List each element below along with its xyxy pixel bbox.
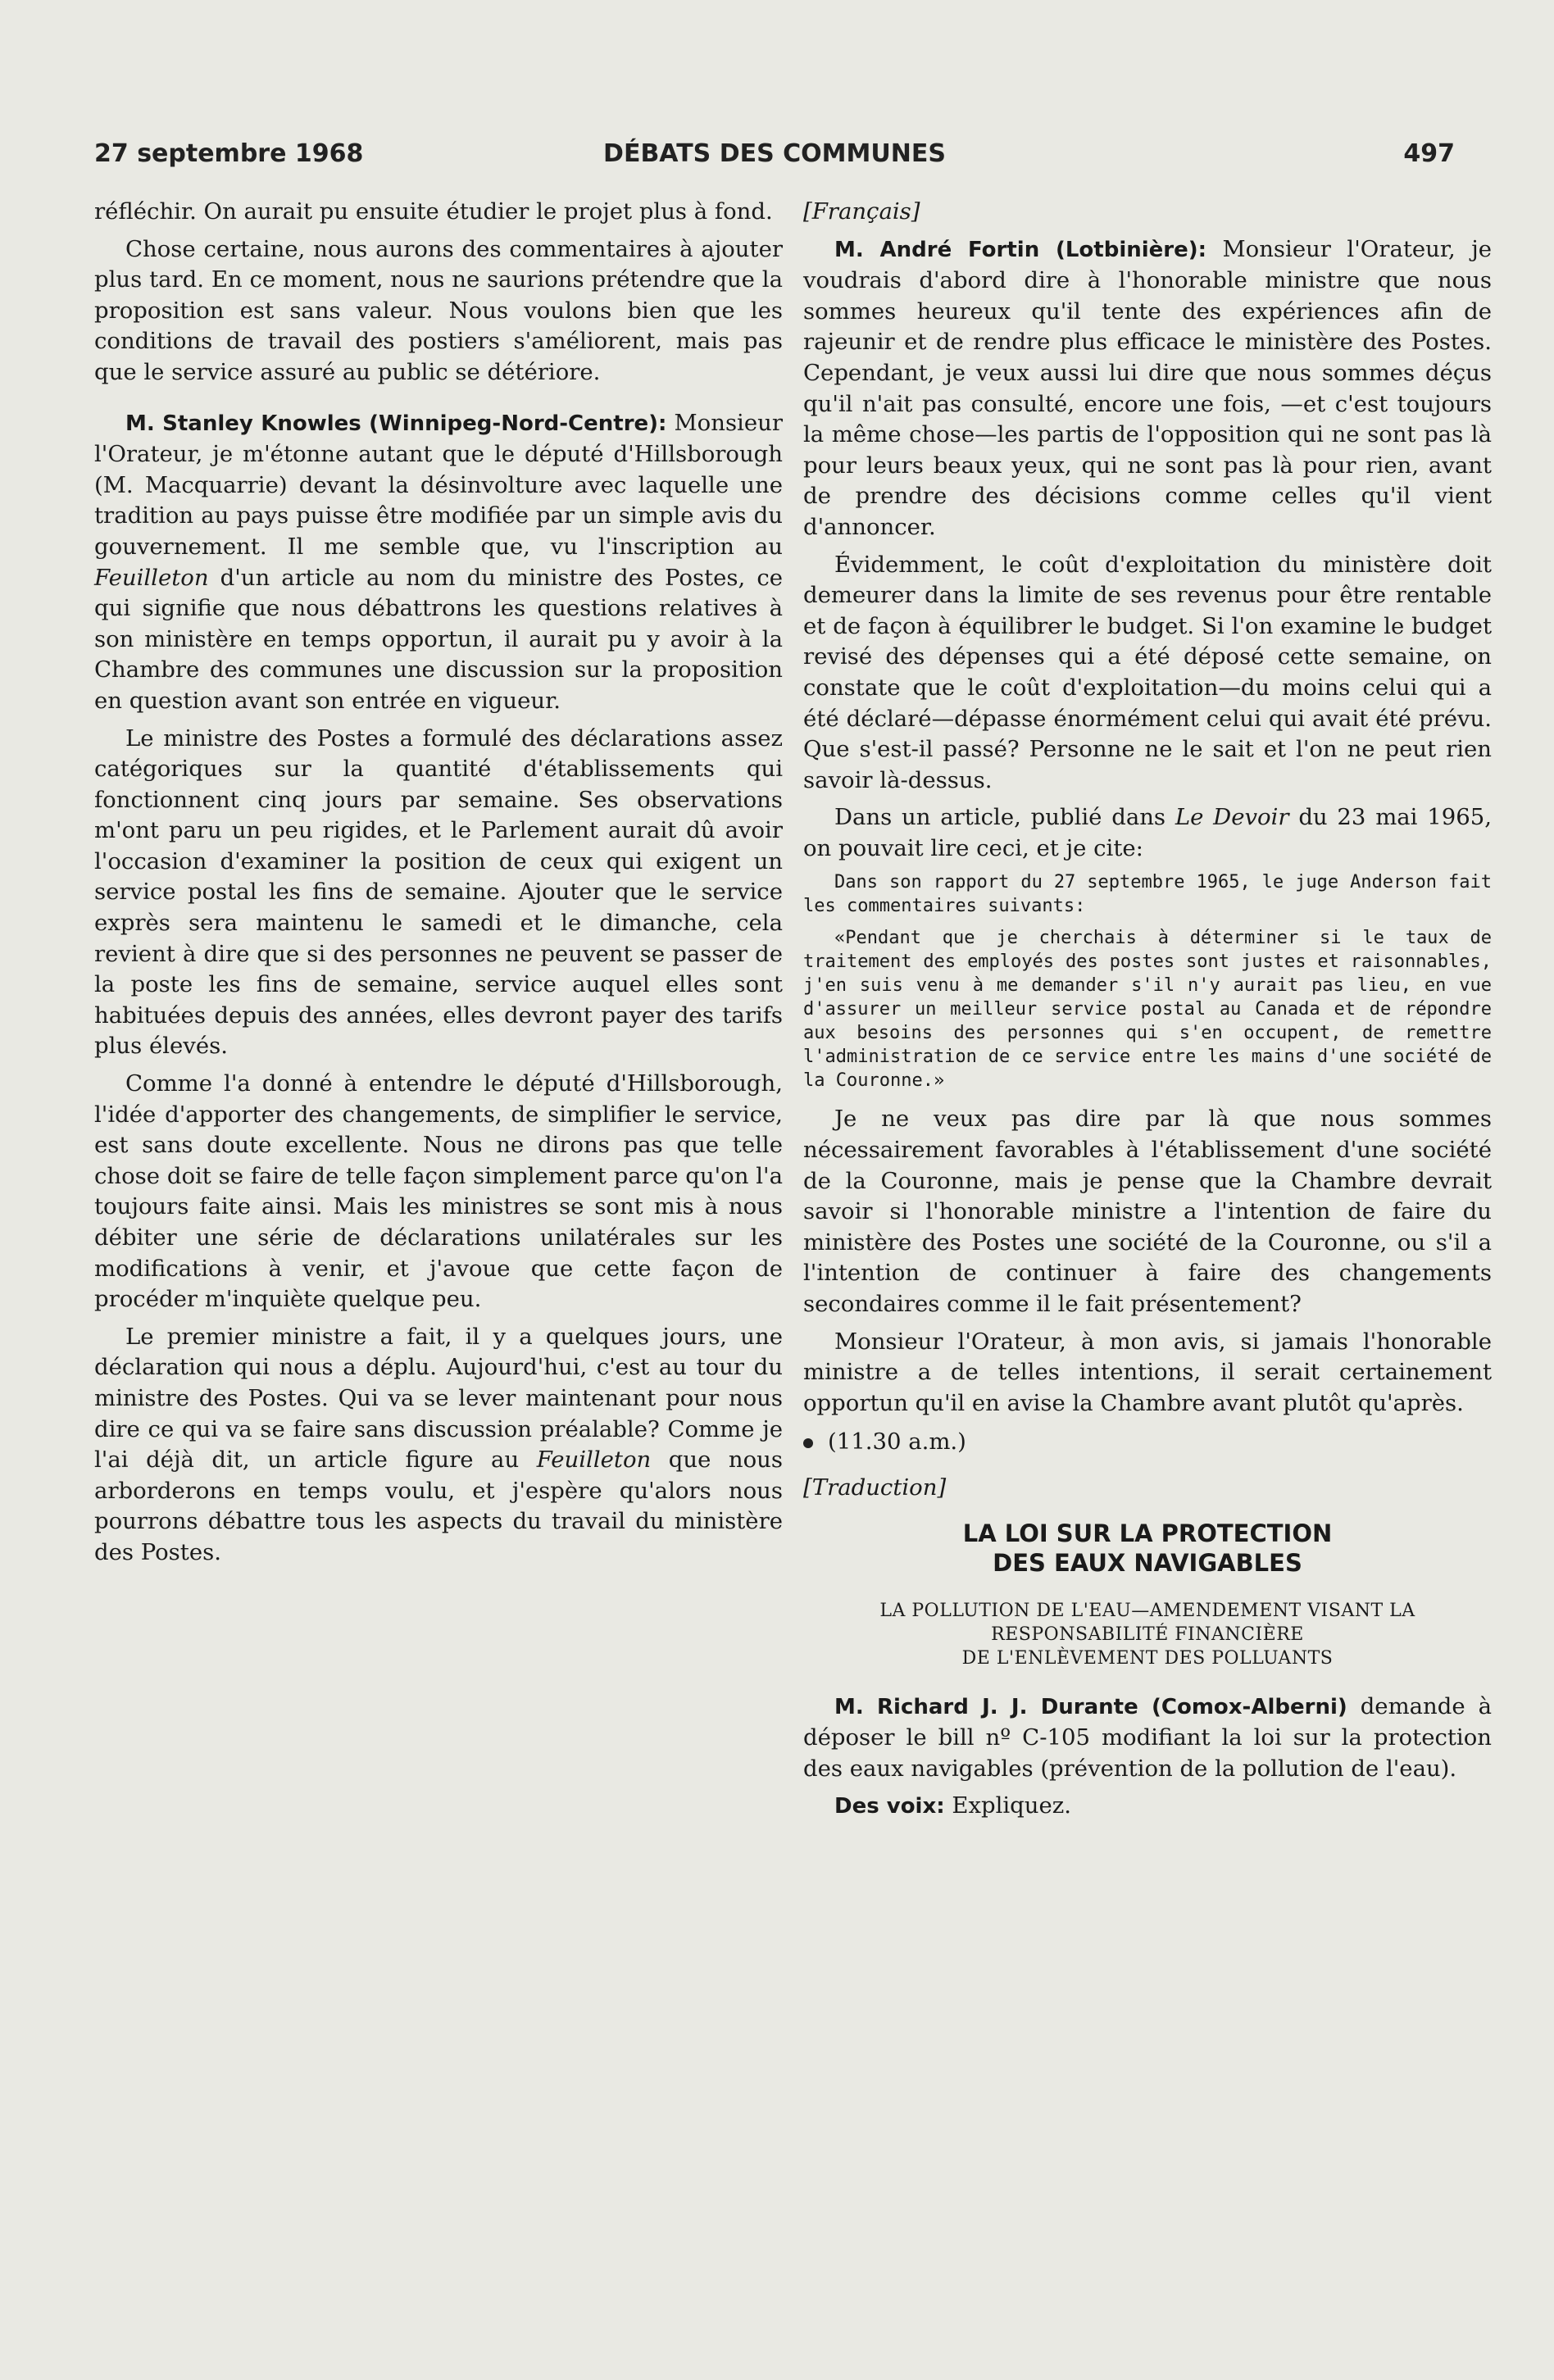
paragraph: Chose certaine, nous aurons des commentaires à ajouter plus tard. En ce moment, nous ne saurions prétendre que la proposition est sans valeur. Nous voulons bien que les conditions de travail des postiers s'améliorent, mais pas que le service assuré au public se détériore.: [94, 235, 783, 385]
paragraph: Dans un article, publié dans Le Devoir du 23 mai 1965, on pouvait lire ceci, et je cite:: [803, 804, 1492, 861]
right-column: [803, 197, 1492, 1829]
paragraph: réfléchir. On aurait pu ensuite étudier le projet plus à fond.: [94, 198, 773, 225]
time-stamp: (11.30 a.m.): [803, 1427, 1492, 1458]
header-page-number: 497: [1403, 139, 1455, 168]
speech-durante: M. Richard J. J. Durante (Comox-Alberni) demande à déposer le bill nº C-105 modifiant la loi sur la protection des eaux navigables (prévention de la pollution de l'eau).: [803, 1692, 1492, 1782]
left-column: [94, 197, 783, 1575]
speech-fortin: M. André Fortin (Lotbinière): Monsieur l'Orateur, je voudrais d'abord dire à l'honorable ministre que nous sommes heureux qu'il tente des expériences afin de rajeunir et de rendre plus efficace le ministère des Postes. Cependant, je veux aussi lui dire que nous sommes déçus qu'il n'ait pas consulté, encore une fois, —et c'est toujours la même chose—les partis de l'opposition qui ne sont pas là pour leurs beaux yeux, qui ne sont pas là pour rien, avant de prendre des décisions comme celles qu'il vient d'annoncer.: [803, 235, 1492, 540]
quote-paragraph: Dans son rapport du 27 septembre 1965, le juge Anderson fait les commentaires suivants:: [803, 872, 1492, 917]
section-heading: LA LOI SUR LA PROTECTION DES EAUX NAVIGABLES: [962, 1519, 1333, 1577]
paragraph: Le ministre des Postes a formulé des déclarations assez catégoriques sur la quantité d'établissements qui fonctionnent cinq jours par semaine. Ses observations m'ont paru un peu rigides, et le Parlement aurait dû avoir l'occasion d'examiner la position de ceux qui exigent un service postal les fins de semaine. Ajouter que le service exprès sera maintenu le samedi et le dimanche, cela revient à dire que si des personnes ne peuvent se passer de la poste les fins de semaine, service auquel elles sont habituées depuis des années, elles devront payer des tarifs plus élevés.: [94, 724, 783, 1060]
running-header: [94, 139, 1455, 177]
paragraph: Je ne veux pas dire par là que nous sommes nécessairement favorables à l'établissement d'une société de la Couronne, mais je pense que la Chambre devrait savoir si l'honorable ministre a l'intention de faire du ministère des Postes une société de la Couronne, ou s'il a l'intention de continuer à faire des changements secondaires comme il le fait présentement?: [803, 1106, 1492, 1318]
header-date: 27 septembre 1968: [94, 139, 364, 168]
paragraph: Comme l'a donné à entendre le député d'Hillsborough, l'idée d'apporter des changements, de simplifier le service, est sans doute excellente. Nous ne dirons pas que telle chose doit se faire de telle façon simplement parce qu'on l'a toujours faite ainsi. Mais les ministres se sont mis à nous débiter une série de déclarations unilatérales sur les modifications à venir, et j'avoue que cette façon de procéder m'inquiète quelque peu.: [94, 1070, 783, 1313]
header-title: DÉBATS DES COMMUNES: [603, 139, 946, 168]
paragraph: Évidemment, le coût d'exploitation du ministère doit demeurer dans la limite de ses revenus pour être rentable et de façon à équilibrer le budget. Si l'on examine le budget revisé des dépenses qui a été déposé cette semaine, on constate que le coût d'exploitation—du moins celui qui a été déclaré—dépasse énormément celui qui avait été prévu. Que s'est-il passé? Personne ne le sait et l'on ne peut rien savoir là-dessus.: [803, 551, 1492, 793]
bullet-icon: [803, 1438, 813, 1448]
block-quote: [803, 870, 1492, 1092]
paragraph: Le premier ministre a fait, il y a quelques jours, une déclaration qui nous a déplu. Aujourd'hui, c'est au tour du ministre des Postes. Qui va se lever maintenant pour nous dire ce qui va se faire sans discussion préalable? Comme je l'ai déjà dit, un article figure au Feuilleton que nous arborderons en temps voulu, et j'espère qu'alors nous pourrons débattre tous les aspects du travail du ministère des Postes.: [94, 1323, 783, 1565]
quote-paragraph: «Pendant que je cherchais à déterminer si le taux de traitement des employés des postes sont justes et raisonnables, j'en suis venu à me demander s'il n'y aurait pas lieu, en vue d'assurer un meilleur service postal au Canada et de répondre aux besoins des personnes qui s'en occupent, de remettre l'administration de ce service entre les mains d'une société de la Couronne.»: [803, 928, 1492, 1092]
speech-knowles: M. Stanley Knowles (Winnipeg-Nord-Centre): Monsieur l'Orateur, je m'étonne autant que le député d'Hillsborough (M. Macquarrie) devant la désinvolture avec laquelle une tradition au pays puisse être modifiée par un simple avis du gouvernement. Il me semble que, vu l'inscription au Feuilleton d'un article au nom du ministre des Postes, ce qui signifie que nous débattrons les questions relatives à son ministère en temps opportun, il aurait pu y avoir à la Chambre des communes une discussion sur la proposition en question avant son entrée en vigueur.: [94, 409, 783, 714]
paragraph: Monsieur l'Orateur, à mon avis, si jamais l'honorable ministre a de telles intentions, il serait certainement opportun qu'il en avise la Chambre avant plutôt qu'après.: [803, 1328, 1492, 1416]
speaker-name: M. André Fortin (Lotbinière):: [834, 237, 1207, 262]
speaker-name: Des voix:: [834, 1794, 945, 1819]
language-marker: [Français]: [803, 198, 920, 225]
subsection-heading: LA POLLUTION DE L'EAU—AMENDEMENT VISANT LA RESPONSABILITÉ FINANCIÈRE DE L'ENLÈVEMENT DES POLLUANTS: [879, 1600, 1415, 1669]
language-marker: [Traduction]: [803, 1474, 947, 1501]
speech-voices: Des voix: Expliquez.: [834, 1792, 1071, 1819]
speaker-name: M. Richard J. J. Durante (Comox-Alberni): [834, 1694, 1347, 1719]
speaker-name: M. Stanley Knowles (Winnipeg-Nord-Centre):: [125, 411, 667, 436]
